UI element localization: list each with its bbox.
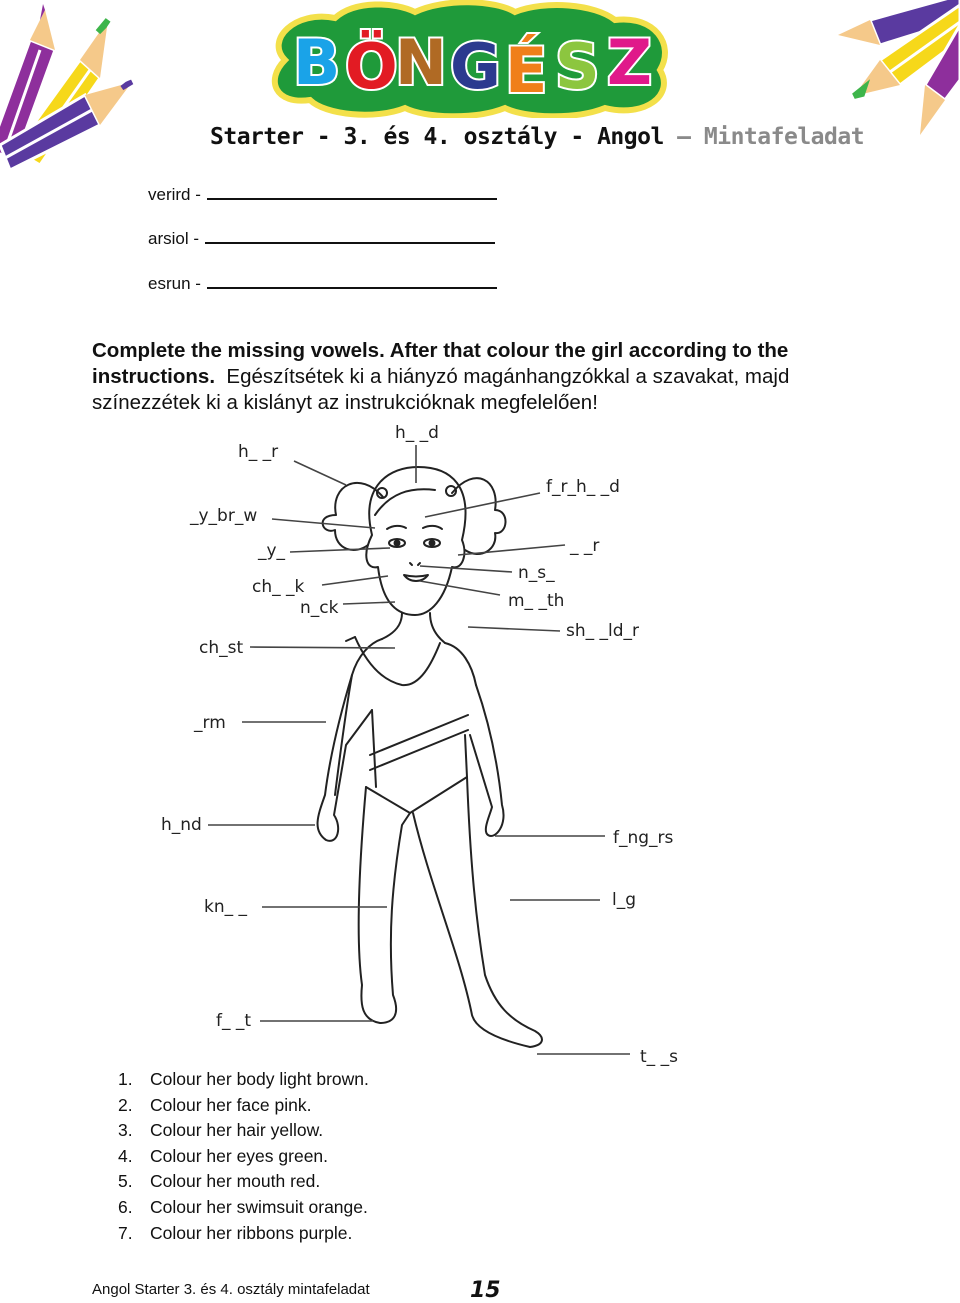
label-fingers: f_ng_rs <box>613 828 674 848</box>
label-forehead: f_r_h_ _d <box>546 477 620 497</box>
answer-blank[interactable] <box>207 286 497 289</box>
scrambled-word: esrun - <box>148 274 201 293</box>
label-eye: _y_ <box>258 541 286 561</box>
girl-eyebrow-left <box>387 526 406 529</box>
leader-line-mouth <box>420 581 500 595</box>
list-item <box>118 1093 369 1119</box>
logo-letter: Z <box>607 26 652 99</box>
list-item <box>118 1144 369 1170</box>
girl-leg-left <box>359 787 410 1023</box>
label-foot: f_ _t <box>216 1011 252 1031</box>
task-instructions <box>92 338 882 416</box>
header-subtitle: Mintafeladat <box>703 124 865 150</box>
girl-drawing <box>318 467 542 1047</box>
logo-letter: S <box>555 30 600 103</box>
step-number: 1. <box>118 1069 133 1089</box>
leader-line-shoulder <box>468 627 560 631</box>
page-number: 15 <box>470 1278 501 1303</box>
girl-swimsuit <box>335 639 476 795</box>
label-hand: h_nd <box>161 815 202 835</box>
girl-pupil-right <box>430 541 435 546</box>
list-item <box>118 1067 369 1093</box>
leader-line-hair <box>294 461 346 485</box>
swimsuit-stripe <box>370 715 468 770</box>
step-number: 5. <box>118 1171 133 1192</box>
step-number: 6. <box>118 1196 133 1217</box>
scrambled-word-row <box>148 229 495 249</box>
scrambled-word: verird - <box>148 185 201 204</box>
logo-letter: É <box>505 34 548 107</box>
swimsuit-strap-left <box>346 637 355 641</box>
list-item <box>118 1169 369 1195</box>
girl-body-parts-figure <box>90 415 850 1075</box>
girl-fringe <box>375 489 435 515</box>
label-nose: n_s_ <box>518 563 555 583</box>
header-title: Starter - 3. és 4. osztály - Angol <box>210 124 664 150</box>
label-arm: _rm <box>194 713 226 733</box>
logo-letter: N <box>395 26 447 99</box>
label-knee: kn_ _ <box>204 897 248 917</box>
step-number: 3. <box>118 1120 133 1141</box>
bongesz-logo <box>255 0 675 118</box>
step-text: Colour her hair yellow. <box>150 1120 324 1141</box>
label-ear: _ _r <box>570 536 600 556</box>
girl-leg-right <box>413 777 542 1047</box>
leader-line-cheek <box>322 576 388 585</box>
scrambled-word-row <box>148 185 497 205</box>
girl-eyebrow-right <box>423 526 442 529</box>
girl-nose <box>410 563 420 565</box>
scrambled-word-row <box>148 274 497 294</box>
step-text: Colour her eyes green. <box>150 1145 329 1166</box>
pencils-decoration-right <box>820 0 960 140</box>
page-header <box>210 124 864 150</box>
swimsuit-bottom <box>366 777 467 813</box>
step-text: Colour her ribbons purple. <box>150 1222 353 1243</box>
step-text: Colour her swimsuit orange. <box>150 1196 368 1217</box>
instructions-english: Complete the missing vowels. After that colour the girl according to the instructions. <box>92 339 789 388</box>
step-number: 2. <box>118 1094 133 1115</box>
leader-line-neck <box>343 602 395 604</box>
label-head: h_ _d <box>395 423 439 443</box>
leader-line-nose <box>420 566 512 572</box>
label-chest: ch_st <box>199 638 244 658</box>
label-cheek: ch_ _k <box>252 577 305 597</box>
instructions-hungarian: Egészítsétek ki a hiányzó magánhangzókkal a szavakat, majd színezzétek ki a kislányt az instrukcióknak megfelelően! <box>92 365 790 414</box>
logo-letter: Ö <box>345 30 398 103</box>
scrambled-word: arsiol - <box>148 229 200 248</box>
step-text: Colour her face pink. <box>150 1094 312 1115</box>
leader-line-forehead <box>425 493 540 517</box>
leader-line-ear <box>458 545 565 555</box>
label-shoulder: sh_ _ld_r <box>566 621 640 641</box>
step-text: Colour her mouth red. <box>150 1171 321 1192</box>
step-number: 4. <box>118 1145 133 1166</box>
girl-pupil-left <box>395 541 400 546</box>
pencils-decoration-left <box>0 0 170 170</box>
swimsuit-neckline <box>355 637 440 685</box>
footer-text: Angol Starter 3. és 4. osztály mintafeladat <box>92 1281 370 1298</box>
answer-blank[interactable] <box>207 197 497 200</box>
label-mouth: m_ _th <box>508 591 565 611</box>
leader-line-eye <box>290 548 390 552</box>
girl-neck <box>382 613 445 643</box>
step-text: Colour her body light brown. <box>150 1069 369 1089</box>
leader-line-chest <box>250 647 395 648</box>
list-item <box>118 1221 369 1247</box>
girl-mouth <box>404 575 428 581</box>
label-leg: l_g <box>612 890 637 910</box>
list-item <box>118 1118 369 1144</box>
logo-letter: B <box>293 26 341 99</box>
label-neck: n_ck <box>300 598 339 618</box>
logo-letters <box>293 26 652 107</box>
colouring-instructions-list <box>118 1067 369 1246</box>
girl-arm-right <box>470 685 504 836</box>
label-toes: t_ _s <box>640 1047 678 1067</box>
label-eyebrow: _y_br_w <box>190 506 258 526</box>
step-number: 7. <box>118 1222 133 1243</box>
answer-blank[interactable] <box>205 241 495 244</box>
header-separator: – <box>677 124 691 150</box>
list-item <box>118 1195 369 1221</box>
logo-letter: G <box>450 30 501 103</box>
label-hair: h_ _r <box>238 442 279 462</box>
